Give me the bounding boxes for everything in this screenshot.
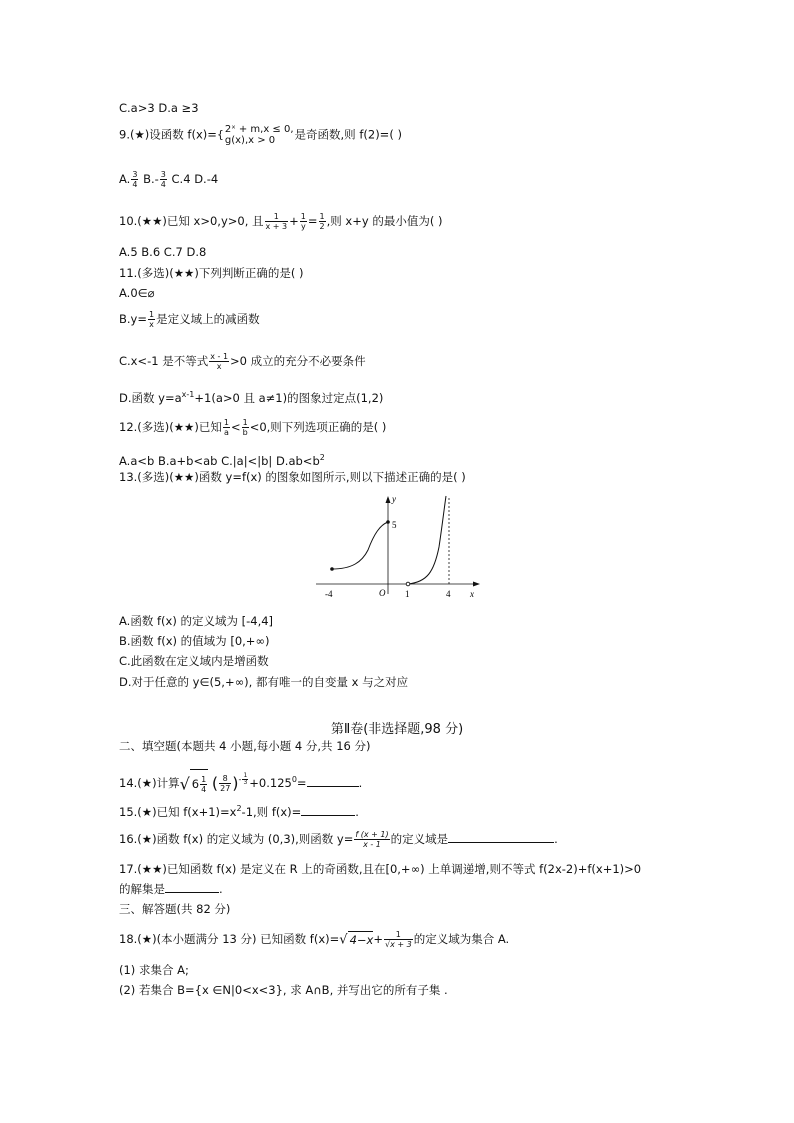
q18-radicand2: x + 3 [390, 940, 412, 949]
q14-exponent [238, 772, 250, 786]
q9-a-fraction [131, 170, 138, 189]
q10-frac3 [319, 212, 326, 231]
q16 [119, 830, 558, 849]
q9-opt-a: A. [119, 172, 131, 186]
q12-frac2 [242, 418, 249, 437]
q12-suffix: <0,则下列选项正确的是( ) [249, 420, 387, 434]
q18-radical2: √ [384, 940, 391, 949]
q10-plus: + [289, 214, 299, 228]
q13-a: A.函数 f(x) 的定义域为 [-4,4] [119, 614, 274, 628]
q10 [119, 212, 442, 231]
q13-stem: 13.(多选)(★★)函数 y=f(x) 的图象如图所示,则以下描述正确的是( ) [119, 470, 466, 484]
q12 [119, 418, 386, 437]
q14-fw-num: 1 [201, 774, 207, 784]
q14-answer-blank[interactable] [307, 775, 359, 787]
q9-b-fraction [160, 170, 167, 189]
q14 [119, 766, 362, 798]
q18-radicand1: 4−x [349, 932, 374, 947]
q18-fraction [384, 930, 413, 949]
q10-f3-num: 1 [319, 212, 325, 221]
q11-b-num: 1 [149, 310, 155, 319]
q14-end: . [358, 775, 363, 790]
q11-b-prefix: B.y= [119, 312, 147, 326]
q18-sqrt1 [339, 931, 373, 949]
x-axis-label: x [470, 589, 474, 599]
q17-answer-blank[interactable] [165, 881, 219, 893]
q17-end: . [219, 882, 223, 896]
q11-c-num: x - 1 [210, 352, 229, 361]
q12-f1-den: a [223, 428, 229, 437]
q18-den [384, 940, 413, 949]
q12-prefix: 12.(多选)(★★)已知 [119, 420, 222, 434]
q11-d-suffix: +1(a>0 且 a≠1)的图象过定点(1,2) [194, 390, 384, 405]
q9-opt-rest: C.4 D.-4 [171, 172, 219, 186]
q9 [119, 124, 402, 146]
q11-d-exp: x-1 [181, 390, 195, 399]
q14-exp-frac [242, 773, 248, 786]
tick-label-neg4: -4 [325, 589, 333, 599]
q11-a: A.0∈⌀ [119, 286, 155, 300]
q14-eq: = [296, 775, 307, 790]
q14-frac-8-27 [219, 774, 231, 793]
q10-frac1 [265, 212, 289, 231]
q10-eq: = [307, 214, 318, 228]
q14-plus: +0.125 [249, 775, 292, 790]
q15-answer-blank[interactable] [301, 804, 355, 816]
y-axis-label: y [392, 494, 396, 504]
q9-piecewise-brace: { [216, 128, 224, 141]
q12-frac1 [223, 418, 230, 437]
q13-b: B.函数 f(x) 的值域为 [0,+∞) [119, 634, 270, 648]
left-curve [332, 522, 388, 569]
q14-fw-den: 4 [201, 784, 207, 794]
q10-f1-num: 1 [265, 212, 289, 222]
q14-exp-den: 3 [243, 779, 248, 786]
q9-case1: 2ˣ + m,x ≤ 0, [224, 124, 294, 135]
q18-part2: (2) 若集合 B={x ∈N|0<x<3}, 求 A∩B, 并写出它的所有子集 . [119, 983, 448, 997]
q11-c-fraction [209, 352, 229, 371]
q8-options: C.a>3 D.a ≥3 [119, 101, 199, 115]
q14-zero-exp: 0 [291, 775, 297, 784]
q10-f2-num: 1 [300, 212, 306, 221]
section3-header: 三、解答题(共 82 分) [119, 902, 231, 916]
q12-options [119, 450, 325, 469]
q11-b-suffix: 是定义域上的减函数 [156, 312, 260, 326]
origin-label: O [379, 588, 386, 598]
y-axis-arrow [386, 496, 391, 503]
q18-plus: + [373, 932, 383, 946]
q11-d [119, 387, 383, 406]
q10-f3-den: 2 [319, 222, 325, 231]
q11-b-den: x [149, 320, 154, 329]
q14-right-paren: ) [232, 773, 239, 793]
q17-line2-prefix: 的解集是 [119, 882, 165, 896]
q16-answer-blank[interactable] [448, 831, 554, 843]
q14-sqrt [180, 769, 209, 799]
q11-c [119, 352, 366, 371]
right-open-endpoint [406, 582, 410, 586]
q13-function-graph [312, 492, 482, 602]
q11-c-suffix: >0 成立的充分不必要条件 [230, 354, 366, 368]
q9-b-num: 3 [160, 170, 166, 179]
q14-f8-num: 8 [219, 774, 231, 784]
q17-line1: 17.(★★)已知函数 f(x) 是定义在 R 上的奇函数,且在[0,+∞) 上单调递增,则不等式 f(2x-2)+f(x+1)>0 [119, 862, 642, 876]
q10-f2-den: y [300, 222, 306, 231]
q15-prefix: 15.(★)已知 f(x+1)=x [119, 804, 237, 819]
fill-in-header: 二、填空题(本题共 4 小题,每小题 4 分,共 16 分) [119, 739, 371, 753]
q13-d: D.对于任意的 y∈(5,+∞), 都有唯一的自变量 x 与之对应 [119, 675, 409, 689]
q14-whole: 6 [191, 776, 200, 791]
q18-suffix: 的定义域为集合 A. [413, 932, 510, 946]
q13-c: C.此函数在定义域内是增函数 [119, 654, 269, 668]
q11-c-den: x [216, 362, 222, 371]
q16-fraction [354, 830, 389, 849]
q14-exp-num: 1 [243, 772, 248, 779]
q11-d-prefix: D.函数 y=a [119, 390, 182, 405]
q9-opt-b: B.- [143, 172, 159, 186]
q11-stem: 11.(多选)(★★)下列判断正确的是( ) [119, 266, 304, 280]
q11-b-fraction [148, 310, 155, 329]
right-curve [408, 496, 446, 584]
q9-case2: g(x),x > 0 [224, 135, 276, 146]
q14-mixed-frac [200, 775, 207, 794]
q14-exp-sign: - [238, 775, 242, 784]
tick-label-1: 1 [405, 589, 410, 599]
q14-prefix: 14.(★)计算 [119, 775, 180, 790]
q14-left-paren: ( [211, 773, 219, 793]
tick-label-4: 4 [446, 589, 451, 599]
q9-a-den: 4 [132, 180, 138, 189]
section2-title: 第Ⅱ卷(非选择题,98 分) [330, 722, 464, 737]
q16-end: . [554, 832, 558, 846]
q9-suffix: 是奇函数,则 f(2)=( ) [294, 127, 402, 142]
q17-line2 [119, 881, 223, 897]
q9-options [119, 170, 218, 189]
q14-radical-sign: √ [179, 774, 190, 794]
q15 [119, 801, 359, 820]
q16-suffix: 的定义域是 [390, 832, 449, 846]
q18-prefix: 18.(★)(本小题满分 13 分) 已知函数 f(x)= [119, 932, 340, 946]
q11-b [119, 310, 260, 329]
q18-part1: (1) 求集合 A; [119, 963, 189, 977]
q18-num: 1 [384, 930, 413, 940]
q11-c-prefix: C.x<-1 是不等式 [119, 354, 209, 368]
q10-frac2 [300, 212, 307, 231]
q14-radicand [190, 769, 208, 798]
q9-prefix: 9.(★)设函数 f(x)= [119, 127, 217, 142]
tick-label-5: 5 [392, 520, 397, 530]
q12-opts: A.a<b B.a+b<ab C.|a|<|b| D.ab<b [119, 453, 320, 468]
q16-num: f (x + 1) [355, 830, 389, 839]
q14-f8-den: 27 [220, 783, 231, 793]
q16-den: x - 1 [363, 840, 381, 849]
q12-f1-num: 1 [223, 418, 229, 427]
q12-f2-num: 1 [242, 418, 248, 427]
q10-suffix: ,则 x+y 的最小值为( ) [326, 214, 443, 228]
q10-f1-den: x + 3 [265, 222, 288, 231]
q10-options: A.5 B.6 C.7 D.8 [119, 245, 207, 259]
left-endpoint [330, 567, 334, 571]
q15-mid: -1,则 f(x)= [241, 804, 302, 819]
q9-a-num: 3 [132, 170, 138, 179]
x-axis-arrow [473, 582, 480, 587]
q9-piecewise [225, 124, 294, 146]
q12-opts-exp: 2 [319, 453, 325, 462]
q18 [119, 930, 509, 949]
q15-end: . [355, 804, 359, 819]
q12-lt: < [230, 420, 241, 434]
q18-radical1: √ [339, 932, 348, 948]
q10-prefix: 10.(★★)已知 x>0,y>0, 且 [119, 214, 264, 228]
q15-exp: 2 [236, 804, 242, 813]
q9-b-den: 4 [160, 180, 166, 189]
q12-f2-den: b [242, 428, 248, 437]
q16-prefix: 16.(★)函数 f(x) 的定义域为 (0,3),则函数 y= [119, 832, 354, 846]
top-endpoint [386, 520, 390, 524]
